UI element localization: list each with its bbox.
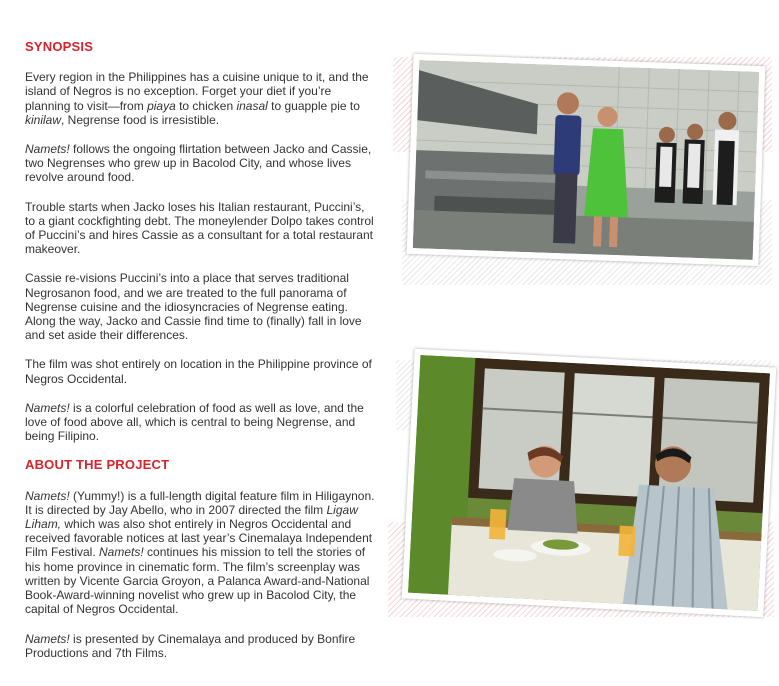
about-paragraph-2: Namets! is presented by Cinemalaya and produced by Bonfire Productions and 7th Films. [25,631,356,660]
synopsis-paragraph-1: Every region in the Philippines has a cuisine unique to it, and the island of Negros is no exception. Forget your diet if you’re planning to visit—from piaya to chicken inasal to guapple pie to kinilaw, Negrense food is irresistible. [25,70,369,127]
synopsis-paragraph-4: Cassie re-visions Puccini’s into a place that serves traditional Negrosanon food, and we are treated to the full panorama of Negrense cuisine and the idiosyncracies of Negrense eating. Along the way, Jacko and Cassie find time to (finally) fall in love and set aside their differences. [25,271,362,343]
synopsis-paragraph-2: Namets! follows the ongoing flirtation between Jacko and Cassie, two Negrenses who grew up in Bacolod City, and whose lives revolve around food. [25,142,372,185]
kitchen-scene-photo [407,54,766,266]
synopsis-heading: SYNOPSIS [25,39,94,54]
dining-scene-photo [402,349,777,618]
synopsis-paragraph-5: The film was shot entirely on location in the Philippine province of Negros Occidental. [25,357,372,386]
synopsis-paragraph-3: Trouble starts when Jacko loses his Italian restaurant, Puccini’s, to a giant cockfighting debt. The moneylender Dolpo takes control of Puccini’s and hires Cassie as a consultant for a total restaurant makeover. [25,199,374,257]
about-heading: ABOUT THE PROJECT [25,457,170,473]
kitchen-scene-image [413,60,759,260]
about-paragraph-1: Namets! (Yummy!) is a full-length digital feature film in Hiligaynon. It is directed by Jay Abello, who in 2007 directed the film Ligaw Liham, which was also shot entirely in Negros Occidental and received favorable notices at last year’s Cinemalaya Independent Film Festival. Namets! continues his mission to tell the stories of his home province in cinematic form. The film’s screenplay was written by Vicente Garcia Groyon, a Palanca Award-and-National Book-Award-winning novelist who grew up in Bacolod City, the capital of Negros Occidental. [25,488,375,617]
synopsis-paragraph-6: Namets! is a colorful celebration of food as well as love, and the love of food above all, which is central to being Negrense, and being Filipino. [25,400,364,444]
dining-scene-image [408,355,770,611]
article-text-column [25,30,377,675]
